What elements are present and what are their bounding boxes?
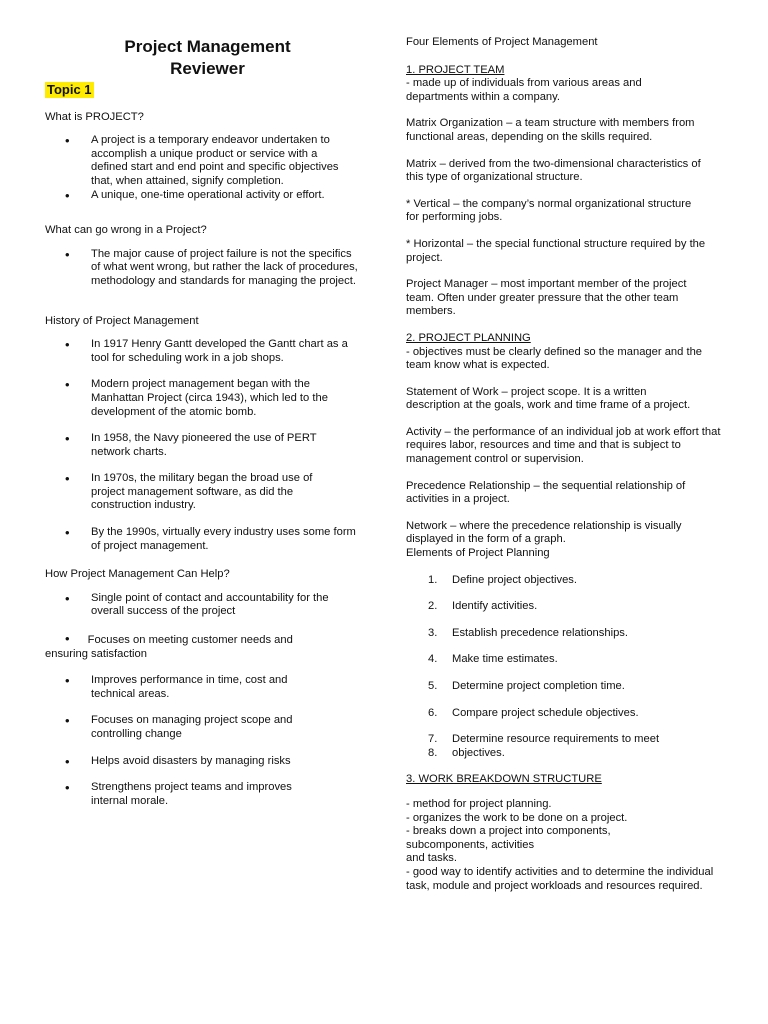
wbs-line: - breaks down a project into components, subcomponents, activities [406, 825, 611, 851]
project-team-heading: 1. PROJECT TEAM [406, 63, 505, 76]
list-item: • In 1970s, the military began the broad use of project management software, as did the construction industry. [45, 472, 349, 513]
network: Network – where the precedence relationship is visually displayed in the form of a graph. [406, 519, 682, 546]
step-item [406, 574, 728, 588]
step-item [406, 707, 728, 721]
list-item: • A project is a temporary endeavor undertaken to accomplish a unique product or service with a defined start and end point and specific objectives that, when attained, signify completion. [45, 134, 353, 188]
step-number: 7. [428, 733, 438, 746]
four-elements-heading: Four Elements of Project Management [406, 36, 598, 48]
step-text: Define project objectives. [452, 573, 577, 586]
matrix: Matrix – derived from the two-dimensional characteristics of this type of organizational structure. [406, 157, 701, 184]
list-item: • In 1917 Henry Gantt developed the Gantt chart as a tool for scheduling work in a job shops. [45, 338, 349, 365]
question-what-can-go-wrong: What can go wrong in a Project? [45, 224, 207, 237]
left-column [45, 36, 370, 808]
step-item [406, 680, 728, 694]
list-item: • Focuses on managing project scope and controlling change [45, 714, 323, 741]
list-item: • Modern project management began with the Manhattan Project (circa 1943), which led to the development of the atomic bomb. [45, 378, 359, 419]
activity: Activity – the performance of an individual job at work effort that requires labor, resources and time and that is subject to management control or supervision. [406, 425, 721, 466]
what-can-go-wrong-list [45, 248, 370, 289]
list-item: • Improves performance in time, cost and technical areas. [45, 674, 323, 701]
step-number: 5. [428, 680, 438, 692]
right-column [406, 36, 728, 893]
wbs-line: - organizes the work to be done on a project. [406, 811, 628, 824]
step-text: Compare project schedule objectives. [452, 706, 639, 719]
step-number: 4. [428, 653, 438, 666]
step-text: Determine project completion time. [452, 680, 625, 692]
step-item [406, 600, 728, 614]
question-how-pm-can-help: How Project Management Can Help? [45, 568, 230, 581]
project-planning-desc: - objectives must be clearly defined so the manager and the team know what is expected. [406, 345, 703, 372]
matrix-organization: Matrix Organization – a team structure with members from functional areas, depending on the skills required. [406, 117, 695, 143]
bullet-glyph: • [65, 631, 88, 647]
wbs-line: and tasks. [406, 852, 457, 865]
step-number: 3. [428, 626, 438, 639]
step-item [406, 627, 728, 641]
step-number: 2. [428, 600, 438, 613]
list-item: • Single point of contact and accountability for the overall success of the project [45, 592, 353, 619]
horizontal: * Horizontal – the special functional structure required by the project. [406, 237, 706, 264]
step-number: 6. [428, 706, 438, 719]
step-text: Identify activities. [452, 600, 538, 613]
elements-of-planning-heading: Elements of Project Planning [406, 547, 550, 560]
step-text: objectives. [452, 746, 505, 759]
wbs-heading: 3. WORK BREAKDOWN STRUCTURE [406, 773, 602, 786]
planning-steps-list [406, 574, 728, 761]
wbs-line: - good way to identify activities and to determine the individual task, module and project workloads and resources required. [406, 865, 714, 892]
title-line1: Project Management [124, 37, 291, 56]
vertical: * Vertical – the company’s normal organizational structure for performing jobs. [406, 197, 692, 224]
how-pm-can-help-list-continued [45, 674, 370, 808]
step-text: Establish precedence relationships. [452, 626, 628, 639]
title-line2: Reviewer [170, 59, 245, 78]
wbs-line: - method for project planning. [406, 797, 552, 810]
what-is-project-list [45, 134, 370, 202]
list-item: • Strengthens project teams and improves internal morale. [45, 781, 331, 808]
precedence-relationship: Precedence Relationship – the sequential relationship of activities in a project. [406, 479, 686, 506]
list-item: • In 1958, the Navy pioneered the use of PERT network charts. [45, 432, 349, 459]
step-item [406, 747, 728, 761]
list-item: • The major cause of project failure is not the specifics of what went wrong, but rather the lack of procedures, methodology and standards for managing the project. [45, 248, 361, 289]
list-item: • By the 1990s, virtually every industry uses some form of project management. [45, 526, 366, 553]
how-pm-can-help-list [45, 592, 370, 619]
step-item [406, 733, 728, 747]
list-item: • Helps avoid disasters by managing risks [45, 755, 353, 769]
statement-of-work: Statement of Work – project scope. It is a written description at the goals, work and time frame of a project. [406, 385, 691, 412]
question-history: History of Project Management [45, 314, 199, 327]
step-text: Make time estimates. [452, 653, 558, 666]
list-item-text: Focuses on meeting customer needs and ensuring satisfaction [45, 634, 293, 660]
history-list [45, 338, 370, 553]
step-number: 1. [428, 573, 438, 586]
project-team-desc: - made up of individuals from various areas and departments within a company. [406, 77, 642, 103]
step-text: Determine resource requirements to meet [452, 733, 660, 746]
topic-highlight: Topic 1 [47, 82, 92, 97]
list-item: • A unique, one-time operational activity or effort. [45, 189, 353, 203]
project-planning-heading: 2. PROJECT PLANNING [406, 331, 531, 344]
step-number: 8. [428, 746, 438, 759]
list-item-inline-bullet [45, 632, 330, 661]
project-manager: Project Manager – most important member of the project team. Often under greater pressure that the other team members. [406, 278, 687, 318]
question-what-is-project: What is PROJECT? [45, 110, 144, 123]
step-item [406, 653, 728, 667]
